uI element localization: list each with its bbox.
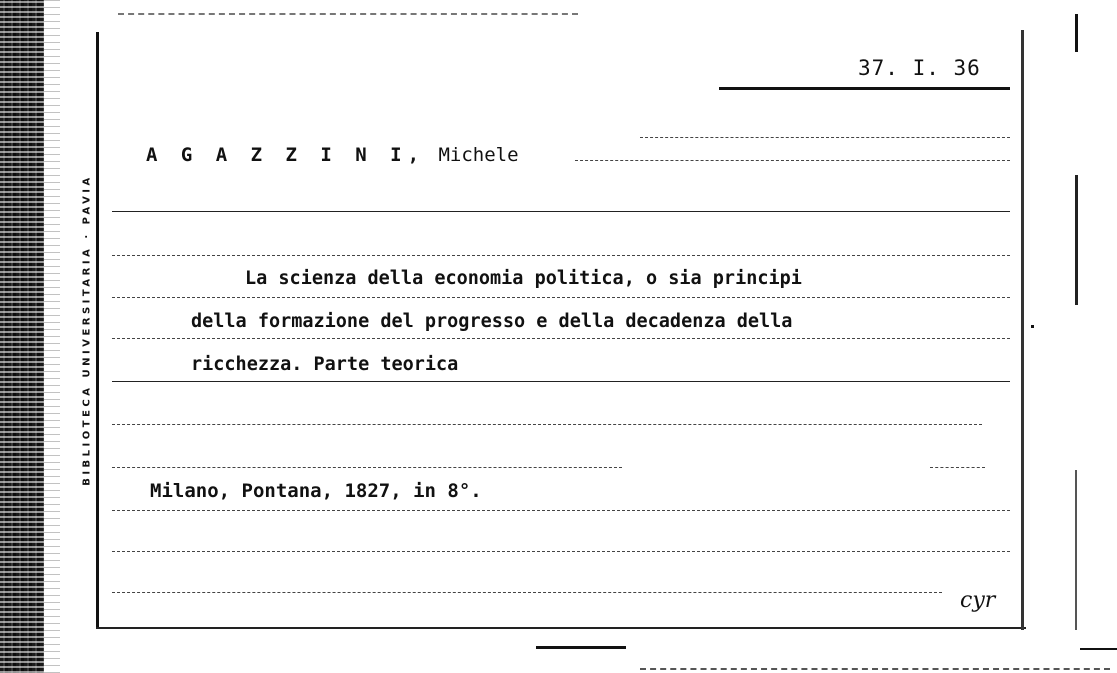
ruled-line xyxy=(112,211,1010,212)
card-right-border xyxy=(1021,30,1024,630)
title-line: La scienza della economia politica, o sia principi xyxy=(245,268,802,289)
ruled-line xyxy=(640,137,1010,138)
right-edge-mark xyxy=(1075,470,1077,630)
ruled-line xyxy=(112,338,1010,339)
right-edge-mark xyxy=(1075,175,1078,305)
bottom-edge-dash xyxy=(640,668,1110,670)
scan-edge xyxy=(0,0,44,673)
ruled-line xyxy=(112,551,1010,552)
card-bottom-border xyxy=(96,627,1026,629)
ruled-line xyxy=(575,160,1010,161)
ruled-line xyxy=(112,297,1010,298)
right-edge-mark xyxy=(1075,14,1078,52)
ruled-line xyxy=(112,424,982,425)
imprint: Milano, Pontana, 1827, in 8°. xyxy=(150,480,482,502)
author-heading xyxy=(146,144,519,166)
title-line: ricchezza. Parte teorica xyxy=(191,354,459,375)
ruled-line xyxy=(930,467,985,468)
author-surname: A G A Z Z I N I, xyxy=(146,144,426,166)
card-top-edge xyxy=(118,13,578,15)
scan-edge-texture xyxy=(44,0,60,673)
library-stamp-text: BIBLIOTECA UNIVERSITARIA · PAVIA xyxy=(81,174,93,486)
library-stamp xyxy=(77,140,97,520)
speck xyxy=(1031,325,1034,328)
shelfmark-underline xyxy=(719,87,1010,90)
ruled-line xyxy=(112,510,1010,511)
shelfmark: 37. I. 36 xyxy=(858,56,981,80)
cataloger-initials: cyr xyxy=(960,588,996,613)
bottom-edge-mark xyxy=(536,646,626,649)
ruled-line xyxy=(112,381,1010,382)
title-line: della formazione del progresso e della decadenza della xyxy=(191,311,793,332)
ruled-line xyxy=(112,592,942,593)
author-given-name: Michele xyxy=(438,144,519,166)
ruled-line xyxy=(112,467,622,468)
bottom-edge-mark xyxy=(1080,648,1117,650)
ruled-line xyxy=(112,255,1010,256)
